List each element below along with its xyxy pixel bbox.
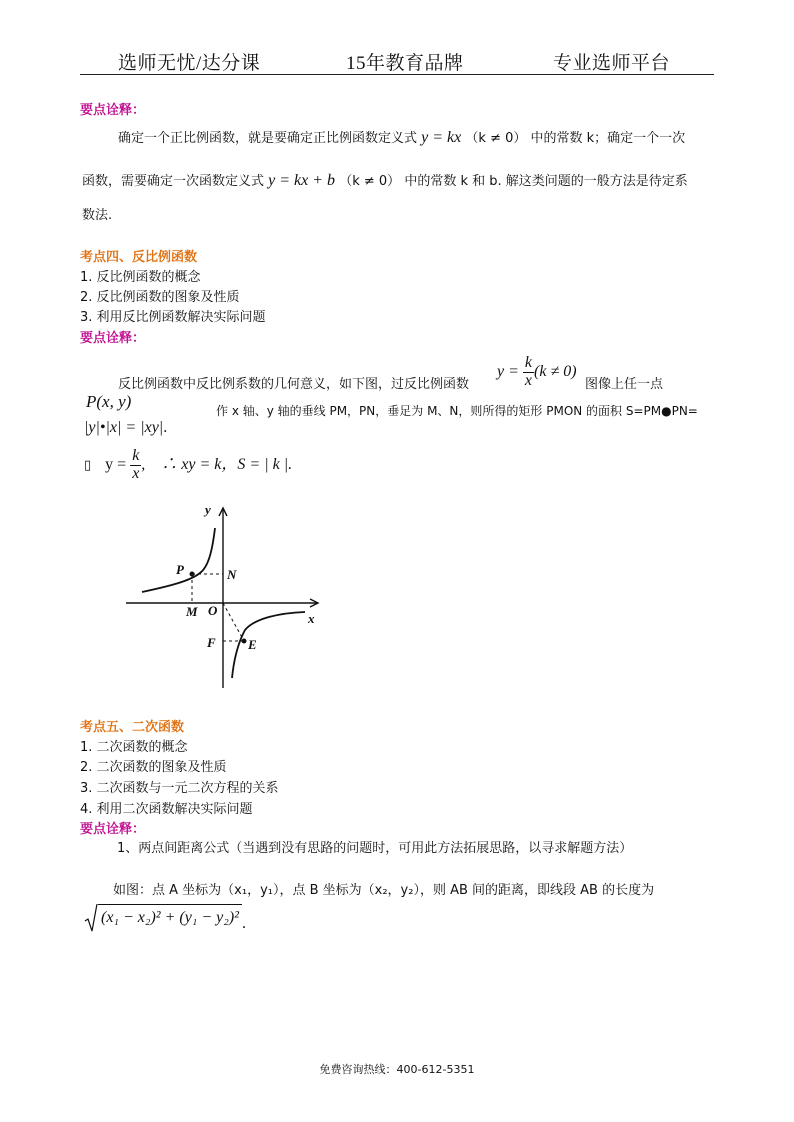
period: .	[241, 915, 246, 932]
numerator: k	[524, 354, 533, 371]
box-glyph: ▯	[84, 457, 92, 473]
label-x: x	[308, 611, 315, 626]
paragraph-line	[118, 127, 685, 147]
hyperbola-branch-right	[232, 612, 305, 678]
condition: (k ≠ 0)	[534, 362, 577, 380]
text-run: 中的常数 k 和 b. 解这类问题的一般方法是待定系	[404, 174, 688, 189]
label-y: y	[205, 502, 211, 517]
sqrt-content: (x₁ − x₂)² + (y₁ − y₂)²	[98, 904, 242, 927]
list-item: 3. 二次函数与一元二次方程的关系	[80, 781, 279, 796]
formula-lhs: y =	[497, 362, 519, 380]
denominator: x	[132, 464, 140, 482]
list-item: 1. 反比例函数的概念	[80, 270, 201, 285]
derive-lhs: y =	[105, 455, 127, 473]
dash-oe	[223, 603, 244, 641]
hyperbola-branch-left	[142, 528, 215, 592]
text-run: 中的常数 k；确定一个一次	[530, 131, 686, 146]
denominator: x	[524, 371, 533, 389]
label-m: M	[186, 604, 198, 619]
text-run: 函数，需要确定一次函数定义式	[82, 174, 265, 189]
paragraph-line: 1、两点间距离公式（当遇到没有思路的问题时，可用此方法拓展思路，以寻求解题方法）	[117, 841, 633, 856]
key-note-tag-2: 要点诠释：	[80, 331, 146, 346]
paragraph-line: 作 x 轴、y 轴的垂线 PM，PN，垂足为 M、N，则所得的矩形 PMON 的面积 S=PM●PN=	[216, 404, 698, 418]
section-title-5: 考点五、二次函数	[80, 720, 185, 735]
numerator: k	[132, 447, 140, 464]
formula-linear: y = kx + b	[268, 172, 336, 189]
label-p: P	[176, 562, 184, 577]
point-p: P(x, y)	[86, 392, 132, 411]
paragraph-line: 数法.	[82, 208, 113, 223]
point-p-dot	[190, 572, 195, 577]
formula-inverse	[497, 355, 577, 390]
label-o: O	[208, 603, 218, 618]
condition: （k ≠ 0）	[465, 131, 527, 146]
period: .	[163, 419, 168, 436]
condition: （k ≠ 0）	[339, 174, 401, 189]
derivation	[84, 448, 292, 483]
header-center: 15年教育品牌	[346, 53, 464, 74]
section-title-4: 考点四、反比例函数	[80, 250, 198, 265]
list-item: 2. 反比例函数的图象及性质	[80, 290, 240, 305]
point-e-dot	[242, 639, 247, 644]
text-run: 图像上任一点	[585, 377, 664, 392]
header-left: 选师无忧/达分课	[118, 53, 261, 74]
label-e: E	[248, 637, 257, 652]
abs-expression	[84, 419, 167, 437]
fraction	[523, 355, 534, 390]
paragraph-line: 反比例函数中反比例系数的几何意义，如下图，过反比例函数	[118, 377, 470, 392]
paragraph-line: 如图：点 A 坐标为（x₁，y₁），点 B 坐标为（x₂，y₂），则 AB 间的距离，即线段 AB 的长度为	[113, 883, 655, 898]
paragraph-line	[82, 170, 688, 190]
header-right: 专业选师平台	[553, 53, 671, 74]
sqrt-icon	[84, 903, 98, 933]
list-item: 1. 二次函数的概念	[80, 740, 188, 755]
label-n: N	[227, 567, 237, 582]
formula-proportional: y = kx	[421, 129, 462, 146]
list-item: 3. 利用反比例函数解决实际问题	[80, 310, 266, 325]
key-note-tag-3: 要点诠释：	[80, 822, 146, 837]
list-item: 2. 二次函数的图象及性质	[80, 760, 227, 775]
hyperbola-graph	[120, 498, 330, 694]
header-rule	[80, 74, 714, 75]
formula-abs: |y|•|x| = |xy|	[84, 419, 164, 436]
footer-hotline: 免费咨询热线：400-612-5351	[319, 1063, 475, 1076]
fraction	[130, 448, 141, 483]
text-run: 确定一个正比例函数，就是要确定正比例函数定义式	[118, 131, 418, 146]
key-note-tag-1: 要点诠释：	[80, 103, 146, 118]
list-item: 4. 利用二次函数解决实际问题	[80, 802, 253, 817]
distance-formula	[84, 903, 246, 933]
label-f: F	[207, 635, 216, 650]
derive-rest: , ∴ xy = k，S = | k |.	[141, 455, 293, 473]
